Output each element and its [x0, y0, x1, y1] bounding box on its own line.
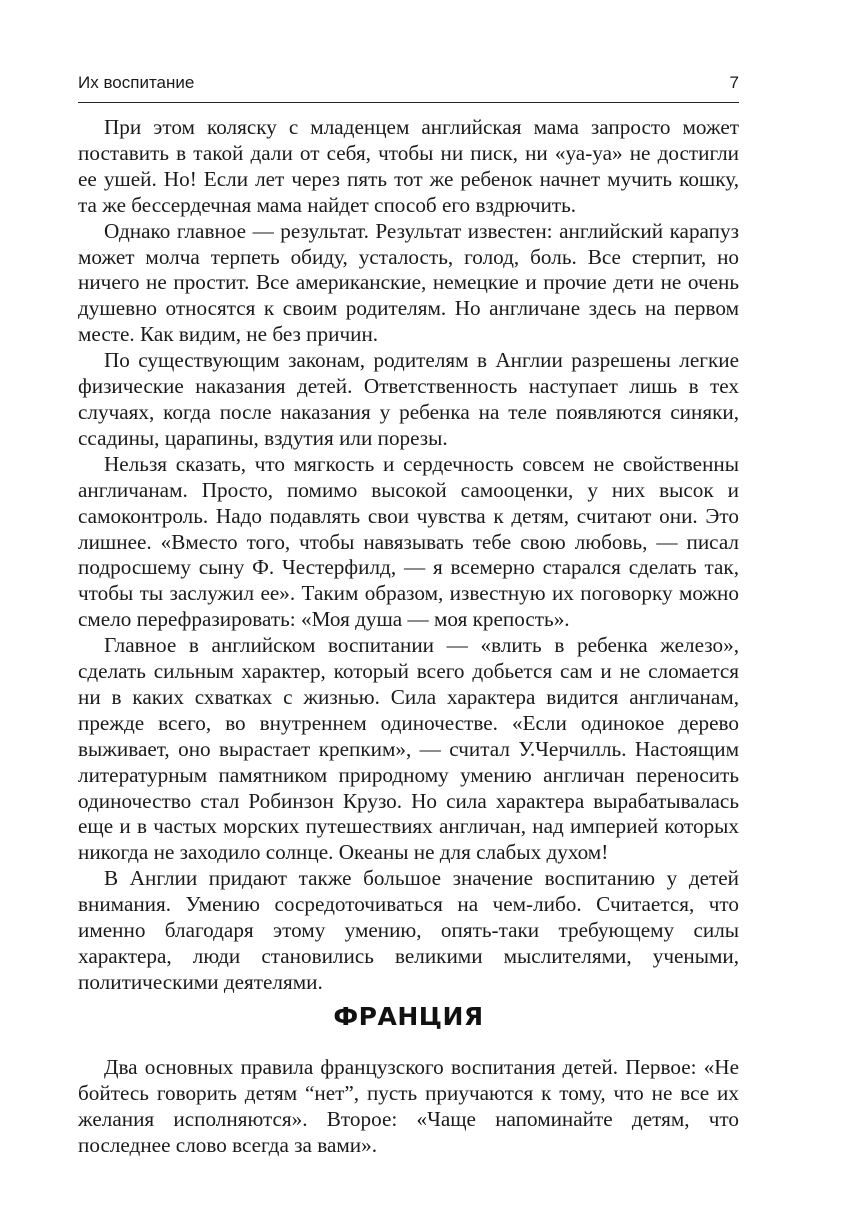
paragraph: По существующим законам, родителям в Англии разрешены легкие физические наказания детей. Ответственность наступает лишь в тех случаях, когда после наказания у ребенка на теле появляются синяки, ссадины, царапины, вздутия или порезы. — [78, 348, 739, 450]
paragraph: Нельзя сказать, что мягкость и сердечность совсем не свойственны англичанам. Просто, помимо высокой самооценки, у них высок и самоконтроль. Надо подавлять свои чувства к детям, считают они. Это лишнее. «Вместо того, чтобы навязывать тебе свою любовь, — писал подросшему сыну Ф. Честерфилд, — я всемерно старался сделать так, чтобы ты заслужил ее». Таким образом, известную их поговорку можно смело перефразировать: «Моя душа — моя крепость». — [78, 451, 739, 632]
paragraph: Однако главное — результат. Результат известен: английский карапуз может молча терпеть обиду, усталость, голод, боль. Все стерпит, но ничего не простит. Все американские, немецкие и прочие дети не очень душевно относятся к своим родителям. Но англичане здесь на первом месте. Как видим, не без причин. — [78, 218, 739, 347]
running-head-title: Их воспитание — [78, 73, 195, 92]
header-divider — [78, 102, 739, 103]
main-text — [78, 115, 739, 996]
section-heading: ФРАНЦИЯ — [333, 1002, 484, 1031]
page-number: 7 — [729, 73, 739, 92]
paragraph: Два основных правила французского воспитания детей. Первое: «Не бойтесь говорить детям “нет”, пусть приучаются к тому, что не все их желания исполняются». Второе: «Чаще напоминайте детям, что последнее слово всегда за вами». — [78, 1055, 739, 1157]
paragraph: В Англии придают также большое значение воспитанию у детей внимания. Умению сосредоточиваться на чем-либо. Считается, что именно благодаря этому умению, опять-таки требующему силы характера, люди становились великими мыслителями, учеными, политическими деятелями. — [78, 866, 739, 994]
paragraph: При этом коляску с младенцем английская мама запросто может поставить в такой дали от себя, чтобы ни писк, ни «уа-уа» не достигли ее ушей. Но! Если лет через пять тот же ребенок начнет мучить кошку, та же бессердечная мама найдет способ его вздрючить. — [78, 115, 739, 217]
section-text — [78, 1055, 739, 1159]
running-head — [78, 73, 739, 97]
paragraph: Главное в английском воспитании — «влить в ребенка железо», сделать сильным характер, который всего добьется сам и не сломается ни в каких схватках с жизнью. Сила характера видится англичанам, прежде всего, во внутреннем одиночестве. «Если одинокое дерево выживает, оно вырастает крепким», — считал У.Черчилль. Настоящим литературным памятником природному умению англичан переносить одиночество стал Робинзон Крузо. Но сила характера вырабатывалась еще и в частых морских путешествиях англичан, над империей которых никогда не заходило солнце. Океаны не для слабых духом! — [78, 633, 739, 865]
